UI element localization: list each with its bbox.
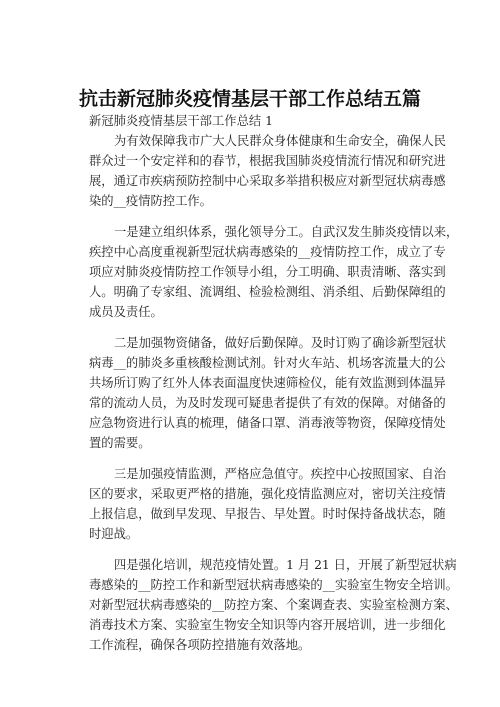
text-line: 项应对肺炎疫情防控工作领导小组，分工明确、职责清晰、落实到 <box>89 265 446 279</box>
text-line: 区的要求，采取更严格的措施，强化疫情监测应对，密切关注疫情 <box>89 487 446 501</box>
text-line: 工作流程，确保各项防控措施有效落地。 <box>89 638 311 652</box>
document-body <box>89 111 459 666</box>
text-line: 四是强化培训，规范疫情处置。1 月 21 日，开展了新型冠状病 <box>114 558 457 572</box>
text-line: 应急物资进行认真的梳理，储备口罩、消毒液等物资，保障疫情处 <box>89 416 446 430</box>
text-line: 上报信息，做到早发现、早报告、早处置。时时保持备战状态，随 <box>89 507 446 521</box>
text-line: 置的需要。 <box>89 436 151 450</box>
paragraph-organization <box>89 222 459 322</box>
text-line: 二是加强物资储备，做好后勤保障。及时订购了确诊新型冠状 <box>114 336 447 350</box>
text-line: 对新型冠状病毒感染的__防控方案、个案调查表、实验室检测方案、 <box>89 598 458 612</box>
paragraph-intro <box>89 131 447 211</box>
document-title: 抗击新冠肺炎疫情基层干部工作总结五篇 <box>78 88 421 110</box>
text-line: 染的__疫情防控工作。 <box>89 194 212 208</box>
text-line: 常的流动人员，为及时发现可疑患者提供了有效的保障。对储备的 <box>89 396 446 410</box>
text-line: 三是加强疫情监测，严格应急值守。疾控中心按照国家、自治 <box>114 467 447 481</box>
subtitle-line: 新冠肺炎疫情基层干部工作总结 1 <box>89 114 273 128</box>
text-line: 毒感染的__防控工作和新型冠状病毒感染的__实验室生物安全培训。 <box>89 578 458 592</box>
text-line: 消毒技术方案、实验室生物安全知识等内容开展培训，进一步细化 <box>89 618 446 632</box>
text-line: 共场所订购了红外人体表面温度快速筛检仪，能有效监测到体温异 <box>89 376 446 390</box>
paragraph-supplies <box>89 333 447 453</box>
text-line: 病毒__的肺炎多重核酸检测试剂。针对火车站、机场客流量大的公 <box>89 356 446 370</box>
text-line: 疾控中心高度重视新型冠状病毒感染的__疫情防控工作，成立了专 <box>89 245 446 259</box>
text-line: 一是建立组织体系，强化领导分工。自武汉发生肺炎疫情以来， <box>114 225 459 239</box>
text-line: 为有效保障我市广大人民群众身体健康和生命安全，确保人民 <box>114 134 447 148</box>
text-line: 展，通辽市疾病预防控制中心采取多举措积极应对新型冠状病毒感 <box>89 174 446 188</box>
paragraph-training <box>89 555 458 655</box>
subtitle-paragraph <box>89 111 441 131</box>
text-line: 时迎战。 <box>89 527 139 541</box>
paragraph-monitoring <box>89 464 447 544</box>
text-line: 成员及责任。 <box>89 305 163 319</box>
text-line: 群众过一个安定祥和的春节，根据我国肺炎疫情流行情况和研究进 <box>89 154 446 168</box>
text-line: 人。明确了专家组、流调组、检验检测组、消杀组、后勤保障组的 <box>89 285 446 299</box>
